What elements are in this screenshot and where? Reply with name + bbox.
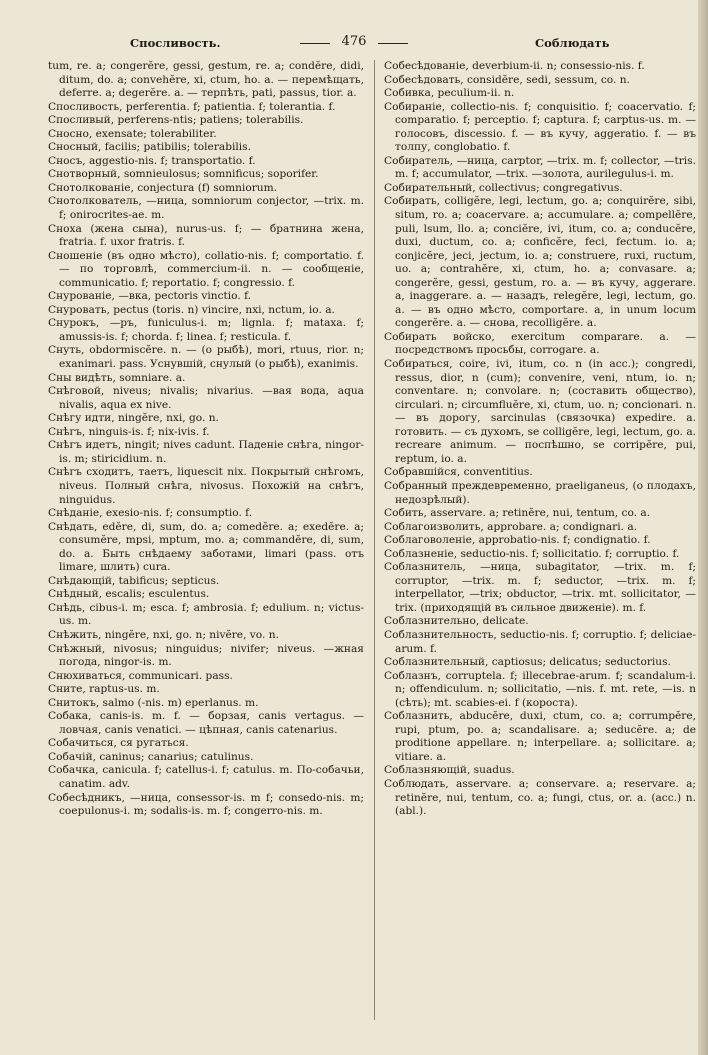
dictionary-entry: Сношеніе (въ одно мѣсто), collatio-nis. f; comportatio. f. — по торговлѣ, commercium-ii. n. — сообщеніе, communicatio. f; reportatio. f; congressio. f.: [48, 249, 364, 289]
dictionary-entry: Соблазняющій, suadus.: [384, 764, 515, 777]
dictionary-entry: Собирать, colligĕre, legi, lectum, go. a; conquirĕre, sibi, situm, ro. a; coacervare. a; accumulare. a; compellĕre, puli, lsum, llo. a; conciĕre, ivi, itum, co. a; conducĕre, duxi, ductum, co. a; conficĕre, feci, fectum. io. a; conjicĕre, jeci, jectum, io. a; construere, ruxi, ructum, uo. a; contrahĕre, xi, ctum, ho. a; convasare. a; congerĕre, gessi, gestum, ro. a. — въ кучу, aggerare. a, inaggerare. a. — назадъ, relegĕre, legi, lectum, go. a. — въ одно мѣсто, comportare. a, in unum locum congerĕre. a. — снова, recolligĕre. a.: [384, 195, 696, 330]
dictionary-entry: Собирательный, collectivus; congregativus.: [384, 181, 623, 194]
dictionary-entry: Снотолкованіе, conjectura (f) somniorum.: [48, 181, 277, 194]
left-column: [48, 60, 364, 1020]
dictionary-entry: Снѣдать, edĕre, di, sum, do. a; comedĕre. a; exedĕre. a; consumĕre, mpsi, mptum, mo. a; commandĕre, di, sum, do. a. Быть снѣдаему заботами, limari (pass. отъ limare, шлить) cura.: [48, 520, 364, 574]
dictionary-entry: Спосливость, perferentia. f; patientia. f; tolerantia. f.: [48, 100, 336, 113]
dictionary-entry: Соблазнитель, —ница, subagitator, —trix. m. f; corruptor, —trix. m. f; seductor, —trix. m. f; interpellator, —trix; obductor, —trix. mt. sollicitator, —trix. (приходящій въ сильное движеніе). m. f.: [384, 561, 696, 614]
dictionary-entry: Собесѣдованіе, deverbium-ii. n; consessio-nis. f.: [384, 60, 645, 72]
dictionary-entry: Собивка, peculium-ii. n.: [384, 87, 515, 100]
dictionary-entry: Снотворный, somnieulosus; somnificus; soporifer.: [48, 168, 319, 181]
dictionary-entry: Снѣговой, niveus; nivalis; nivarius. —вая вода, aqua nivalis, aqua ex nive.: [48, 385, 364, 411]
dictionary-entry: tum, re. a; congerĕre, gessi, gestum, re. a; condĕre, didi, ditum, do. a; convehĕre, xi, ctum, ho. a. — перемѣщать, deferre. a; degerĕre. a. — терпѣть, pati, passus, tior. a.: [48, 60, 364, 100]
dictionary-entry: Снюхиваться, communicari. pass.: [48, 669, 233, 682]
dictionary-entry: Соблазнить, abducĕre, duxi, ctum, co. a; corrumpĕre, rupi, ptum, po. a; scandalisare. a; seducĕre. a; de proditione appellare. n; interpellare. a; sollicitare. a; vitiare. a.: [384, 710, 696, 763]
dictionary-entry: Собить, asservare. a; retinĕre, nui, tentum, co. a.: [384, 507, 651, 520]
dictionary-entry: Сноха (жена сына), nurus-us. f; — братнина жена, fratria. f. uxor fratris. f.: [48, 222, 364, 249]
header-right-guide-word: Соблюдать: [535, 36, 610, 50]
dictionary-entry: Снѣгъ идетъ, ningit; nives cadunt. Паденіе снѣга, ningor-is. m; stiricidium. n.: [48, 439, 364, 465]
dictionary-entry: Спосливый, perferens-ntis; patiens; tolerabilis.: [48, 114, 304, 127]
dictionary-entry: Снѣжный, nivosus; ninguidus; nivifer; niveus. —жная погода, ningor-is. m.: [48, 642, 364, 669]
dictionary-entry: Снотолкователь, —ница, somniorum conjector, —trix. m. f; onirocrites-ae. m.: [48, 195, 364, 222]
dictionary-entry: Снѣдающій, tabificus; septicus.: [48, 574, 220, 587]
dictionary-entry: Соблагоизволить, approbare. a; condignari. a.: [384, 520, 638, 533]
dictionary-entry: Собесѣдникъ, —ница, consessor-is. m f; consedo-nis. m; coepulonus-i. m; sodalis-is. m. f; congerro-nis. m.: [48, 791, 364, 818]
dictionary-entry: Собирать войско, exercitum comparare. a. — посредствомъ просьбы, corrogare. a.: [384, 330, 696, 357]
dictionary-entry: Снѣгъ, ninguis-is. f; nix-ivis. f.: [48, 425, 210, 438]
dictionary-entry: Снитокъ, salmo (-nis. m) eperlanus. m.: [48, 696, 259, 709]
page-number: 476: [304, 34, 404, 49]
dictionary-entry: Снурокъ, —ръ, funiculus-i. m; lignla. f; mataxa. f; amussis-is. f; chorda. f; linea. f; resticula. f.: [48, 317, 364, 343]
dictionary-entry: Соблазнительность, seductio-nis. f; corruptio. f; deliciae-arum. f.: [384, 628, 696, 655]
dictionary-entry: Соблазненіе, seductio-nis. f; sollicitatio. f; corruptio. f.: [384, 547, 680, 560]
dictionary-entry: Снѣгу идти, ningĕre, nxi, go. n.: [48, 412, 219, 425]
dictionary-entry: Соблюдать, asservare. a; conservare. a; reservare. a; retinĕre, nui, tentum, co. a; fungi, ctus, or. a. (acc.) n. (abl.).: [384, 777, 696, 818]
dictionary-entry: Собранный преждевременно, praeliganeus, (о плодахъ, недозрѣлый).: [384, 479, 696, 506]
dictionary-entry: Сносный, facilis; patibilis; tolerabilis.: [48, 141, 251, 154]
dictionary-entry: Сносно, exensate; tolerabiliter.: [48, 127, 217, 140]
dictionary-entry: Собираніе, collectio-nis. f; conquisitio. f; coacervatio. f; comparatio. f; perceptio. f; captura. f; carptus-us. m. — голосовъ, discessio. f. — въ кучу, aggeratio. f. — въ толпу, conglobatio. f.: [384, 100, 696, 154]
dictionary-entry: Снѣданіе, exesio-nis. f; consumptio. f.: [48, 507, 253, 520]
right-column: [384, 60, 696, 1020]
dictionary-entry: Собачиться, ся ругаться.: [48, 737, 189, 750]
dictionary-entry: Сны видѣть, somniare. a.: [48, 371, 186, 384]
header-left-guide-word: Спосливость.: [130, 36, 221, 50]
column-divider: [374, 60, 375, 1020]
dictionary-entry: Сносъ, aggestio-nis. f; transportatio. f.: [48, 154, 256, 167]
dictionary-entry: Снѣгъ сходитъ, таетъ, liquescit nix. Покрытый снѣгомъ, niveus. Полный снѣга, nivosus. Похожій на снѣгъ, ninguidus.: [48, 466, 364, 506]
dictionary-entry: Соблаговоленіе, approbatio-nis. f; condignatio. f.: [384, 534, 651, 547]
dictionary-entry: Собачій, caninus; canarius; catulinus.: [48, 750, 254, 763]
dictionary-entry: Соблазнительный, captiosus; delicatus; seductorius.: [384, 656, 671, 669]
dictionary-entry: Снурованіе, —вка, pectoris vinctio. f.: [48, 290, 252, 303]
dictionary-entry: Собачка, canicula. f; catellus-i. f; catulus. m. По-собачьи, canatim. adv.: [48, 764, 364, 790]
dictionary-entry: Снуть, obdormiscĕre. n. — (о рыбѣ), mori, rtuus, rior. n; exanimari. pass. Уснувшій, снулый (о рыбѣ), exanimis.: [48, 344, 364, 371]
dictionary-entry: Собесѣдовать, considĕre, sedi, sessum, co. n.: [384, 73, 630, 86]
dictionary-entry: Собираться, coire, ivi, itum, co. n (in acc.); congredi, ressus, dior, n (cum); convenire, veni, ntum, io. n; conventare. n; convolare. n; (составить общество), circulari. n; circumfluĕre, xi, ctum, uo. n; concionari. n. — въ дорогу, sarcinulas (связочка) expedire. a. готовить. — съ духомъ, se colligĕre, legi, lectum, go. a. recreare animum. — поспѣшно, se corripĕre, pui, reptum, io. a.: [384, 358, 696, 465]
dictionary-entry: Сните, raptus-us. m.: [48, 683, 160, 696]
dictionary-entry: Соблазнъ, corruptela. f; illecebrae-arum. f; scandalum-i. n; offendiculum. n; sollicitatio, —nis. f. mt. rete, —is. n (сѣть); mt. scabies-ei. f (короста).: [384, 669, 696, 709]
dictionary-entry: Снѣдь, cibus-i. m; esca. f; ambrosia. f; edulium. n; victus-us. m.: [48, 601, 364, 628]
dictionary-entry: Снуровать, pectus (toris. n) vincire, nxi, nctum, io. a.: [48, 303, 335, 316]
dictionary-entry: Собиратель, —ница, carptor, —trix. m. f; collector, —tris. m. f; accumulator, —trix. —золота, aurilegulus-i. m.: [384, 154, 696, 181]
dictionary-entry: Соблазнительно, delicate.: [384, 615, 529, 628]
page-edge: [698, 0, 708, 1055]
dictionary-entry: Снѣжить, ningĕre, nxi, go. n; nivĕre, vo. n.: [48, 628, 279, 641]
dictionary-entry: Снѣдный, escalis; esculentus.: [48, 588, 210, 601]
page-header: [0, 34, 708, 56]
dictionary-entry: Собравшійся, conventitius.: [384, 466, 533, 479]
dictionary-entry: Собака, canis-is. m. f. — борзая, canis vertagus. — ловчая, canis venaticі. — цѣпная, canis catenarius.: [48, 710, 364, 736]
